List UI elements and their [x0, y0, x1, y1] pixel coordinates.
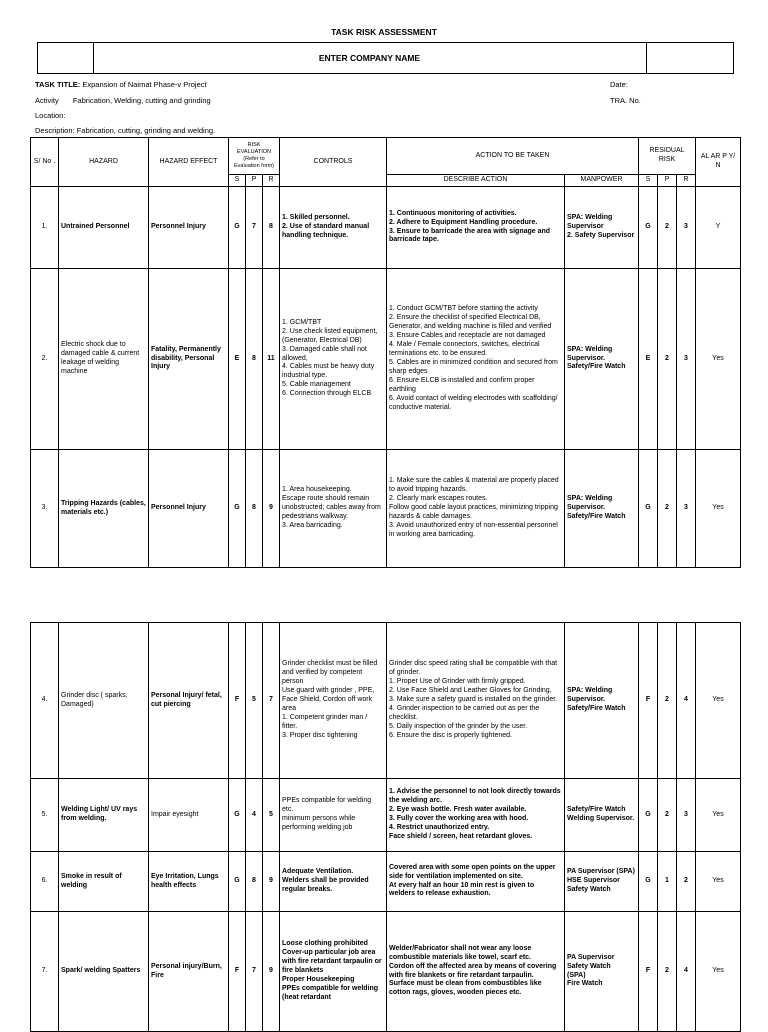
header-s: S — [229, 175, 246, 187]
row-hazard: Smoke in result of welding — [59, 852, 149, 912]
row-residual-severity: G — [639, 852, 658, 912]
table-row — [31, 187, 741, 269]
row-hazard-effect: Fatality, Permanently disability, Personal Injury — [149, 269, 229, 450]
row-controls-line: 2. Use check listed equipment,(Generator, Electrical DB) — [282, 327, 378, 344]
row-sno: 3. — [31, 450, 59, 568]
row-actions-line: 6. Ensure ELCB is installed and confirm proper earthling — [389, 376, 535, 393]
row-risk: 11 — [263, 269, 280, 450]
row-manpower-line: SPA: Welding Supervisor. — [567, 345, 613, 362]
table-row — [31, 912, 741, 1032]
row-actions-line: 3. Ensure to barricade the area with signage and barricade tape. — [389, 227, 551, 244]
header-manpower: MANPOWER — [565, 175, 639, 187]
row-risk: 7 — [263, 623, 280, 779]
row-controls-line: 1. GCM/TBT — [282, 318, 322, 326]
row-residual-risk: 3 — [677, 779, 696, 852]
row-actions-line: 1. Conduct GCM/TBT before starting the activity — [389, 305, 538, 313]
row-manpower-line: HSE Supervisor — [567, 877, 620, 885]
row-actions-line: 1. Proper Use of Grinder with firmly gripped. — [389, 678, 526, 686]
row-hazard-effect: Impair eyesight — [149, 779, 229, 852]
header-controls: CONTROLS — [280, 138, 387, 187]
task-title-line — [35, 80, 207, 89]
row-actions-line: Grinder disc speed rating shall be compatible with that of grinder. — [389, 660, 558, 677]
row-actions-line: At every half an hour 10 min rest is given to welders to release exhaustion. — [389, 881, 535, 898]
row-alarp: Yes — [696, 450, 741, 568]
row-hazard: Grinder disc ( sparks, Damaged) — [59, 623, 149, 779]
row-actions-line: 2. Clearly mark escapes routes. — [389, 495, 488, 503]
row-manpower-line: (SPA) — [567, 971, 586, 979]
row-severity: E — [229, 269, 246, 450]
row-hazard-effect: Personnel Injury — [149, 187, 229, 269]
row-manpower-line: Safety/Fire Watch — [567, 512, 626, 520]
row-severity: G — [229, 450, 246, 568]
row-actions — [387, 623, 565, 779]
document-title: TASK RISK ASSESSMENT — [331, 27, 437, 37]
row-controls — [280, 623, 387, 779]
row-probability: 8 — [246, 852, 263, 912]
row-hazard: Tripping Hazards (cables, materials etc.) — [59, 450, 149, 568]
row-manpower — [565, 187, 639, 269]
row-controls-line: PPEs compatible for welding etc. — [282, 797, 372, 814]
row-controls-line: 6. Connection through ELCB — [282, 390, 372, 398]
row-sno: 7. — [31, 912, 59, 1032]
row-actions-line: Welder/Fabricator shall not wear any loose combustible materials like towel, scarf etc. — [389, 944, 532, 961]
row-actions-line: Face shield / screen, heat retardant gloves. — [389, 832, 533, 840]
row-actions-line: 3. Fully cover the working area with hood. — [389, 815, 529, 822]
row-actions-line: Cordon off the affected area by means of covering with fire blankets or fire retardant tarpaulin. — [389, 962, 557, 979]
row-residual-risk: 3 — [677, 269, 696, 450]
row-residual-probability: 2 — [658, 623, 677, 779]
row-actions-line: 6. Avoid contact of welding electrodes with scaffolding/ conductive material. — [389, 394, 558, 411]
row-controls-line: Welders shall be provided regular breaks. — [282, 877, 369, 893]
row-sno: 2. — [31, 269, 59, 450]
row-controls-line: Cover-up particular job area with fire retardant tarpaulin or fire blankets — [282, 949, 382, 975]
row-severity: G — [229, 187, 246, 269]
row-residual-severity: F — [639, 623, 658, 779]
row-alarp: Yes — [696, 269, 741, 450]
header-describe-action: DESCRIBE ACTION — [387, 175, 565, 187]
row-actions-line: 6. Ensure the disc is properly tightened. — [389, 731, 512, 739]
row-severity: G — [229, 779, 246, 852]
row-actions — [387, 450, 565, 568]
row-probability: 8 — [246, 450, 263, 568]
row-manpower-line: SPA: Welding Supervisor. — [567, 495, 613, 512]
row-hazard-effect: Personnel Injury — [149, 450, 229, 568]
risk-table-page-1 — [30, 137, 741, 568]
row-manpower — [565, 912, 639, 1032]
row-controls — [280, 912, 387, 1032]
row-controls-line: Loose clothing prohibited — [282, 940, 368, 948]
row-actions-line: 4. Restrict unauthorized entry. — [389, 823, 490, 831]
row-controls-line: 4. Cables must be heavy duty industrial type. — [282, 363, 375, 380]
row-manpower-line: Safety/Fire Watch — [567, 806, 626, 814]
row-alarp: Yes — [696, 912, 741, 1032]
row-residual-probability: 2 — [658, 187, 677, 269]
row-residual-risk: 4 — [677, 623, 696, 779]
row-risk: 8 — [263, 187, 280, 269]
row-hazard-effect: Personal injury/Burn, Fire — [149, 912, 229, 1032]
row-manpower-line: Safety Watch — [567, 962, 611, 970]
row-controls-line: 2. Use of standard manual handling technique. — [282, 223, 370, 239]
header-risk-evaluation: RISK EVALUATION (Refer to Evaluation form) — [229, 138, 280, 175]
date-label: Date: — [610, 80, 628, 89]
table-row — [31, 779, 741, 852]
header-action: ACTION TO BE TAKEN — [387, 138, 639, 175]
header-p: P — [246, 175, 263, 187]
row-manpower-line: SPA: Welding Supervisor. — [567, 687, 613, 704]
row-manpower — [565, 450, 639, 568]
row-manpower — [565, 623, 639, 779]
row-hazard: Welding Light/ UV rays from welding. — [59, 779, 149, 852]
row-manpower-line: 2. Safety Supervisor — [567, 231, 635, 239]
header-residual-risk: RESIDUAL RISK — [639, 138, 696, 175]
row-controls-line: minimum persons while performing welding job — [282, 815, 356, 831]
row-controls-line: Escape route should remain unobstructed; cables away from pedestrians walkway. — [282, 495, 381, 520]
row-actions-line: 3. Ensure Cables and receptacle are not damaged — [389, 332, 546, 340]
table-row — [31, 852, 741, 912]
row-manpower-line: Safety Watch — [567, 885, 611, 893]
row-residual-probability: 2 — [658, 450, 677, 568]
row-risk: 9 — [263, 852, 280, 912]
row-controls-line: 1. Area housekeeping. — [282, 486, 352, 494]
row-hazard: Spark/ welding Spatters — [59, 912, 149, 1032]
row-severity: G — [229, 852, 246, 912]
row-probability: 7 — [246, 912, 263, 1032]
location-label: Location: — [35, 111, 66, 120]
table-row — [31, 269, 741, 450]
row-actions-line: 2. Ensure the checklist of specified Electrical DB, Generator, and welding machine is filled and verified — [389, 314, 552, 331]
row-probability: 4 — [246, 779, 263, 852]
table-header-row — [31, 138, 741, 175]
row-actions-line: 2. Adhere to Equipment Handling procedure. — [389, 218, 538, 226]
row-manpower — [565, 779, 639, 852]
row-hazard-effect: Personal Injury/ fetal, cut piercing — [149, 623, 229, 779]
header-r: R — [263, 175, 280, 187]
row-severity: F — [229, 912, 246, 1032]
row-controls — [280, 187, 387, 269]
header-residual-p: P — [658, 175, 677, 187]
table-body-page-2 — [31, 623, 741, 1032]
row-residual-severity: G — [639, 187, 658, 269]
activity-label: Activity — [35, 96, 59, 105]
row-actions-line: 2. Eye wash bottle. Fresh water available. — [389, 806, 527, 814]
row-residual-risk: 3 — [677, 450, 696, 568]
row-actions-line: 2. Use Face Shield and Leather Gloves for Grinding, — [389, 687, 552, 695]
header-residual-r: R — [677, 175, 696, 187]
row-residual-risk: 2 — [677, 852, 696, 912]
activity-value: Fabrication, Welding, cutting and grinding — [72, 96, 211, 105]
risk-table-page-2 — [30, 622, 741, 1032]
row-probability: 8 — [246, 269, 263, 450]
row-actions-line: 3. Avoid unauthorized entry of non-essential personnel in working area barricading. — [389, 521, 558, 538]
row-actions — [387, 187, 565, 269]
header-sno: S/ No . — [31, 138, 59, 187]
row-sno: 1. — [31, 187, 59, 269]
row-controls-line: Grinder checklist must be filled and verified by competent person — [282, 660, 378, 686]
task-title-value: Expansion of Naimat Phase-v Project — [82, 80, 207, 89]
row-actions-line: 3. Make sure a safety guard is installed on the grinder. — [389, 696, 558, 704]
row-controls — [280, 269, 387, 450]
row-controls-line: 3. Damaged cable shall not allowed, — [282, 345, 367, 362]
row-manpower-line: Welding Supervisor. — [567, 815, 635, 822]
row-manpower-line: Safety/Fire Watch — [567, 363, 626, 371]
row-actions-line: 5. Daily inspection of the grinder by the user. — [389, 722, 528, 730]
row-actions-line: 1. Make sure the cables & material are properly placed to avoid tripping hazards. — [389, 477, 559, 494]
row-actions-line: Surface must be clean from combustibles like cotton rags, gloves, wooden pieces etc. — [389, 980, 542, 997]
activity-line — [35, 96, 211, 105]
row-probability: 5 — [246, 623, 263, 779]
row-risk: 9 — [263, 912, 280, 1032]
row-residual-severity: F — [639, 912, 658, 1032]
row-actions — [387, 269, 565, 450]
row-controls-line: 3. Area barricading. — [282, 521, 343, 529]
row-manpower-line: SPA: Welding Supervisor — [567, 214, 613, 231]
row-alarp: Yes — [696, 623, 741, 779]
header-residual-s: S — [639, 175, 658, 187]
row-sno: 4. — [31, 623, 59, 779]
row-actions-line: 4. Grinder inspection to be carried out as per the checklist. — [389, 704, 540, 721]
row-sno: 6. — [31, 852, 59, 912]
row-controls-line: Use guard with grinder , PPE, Face Shield, Cordon off work area — [282, 687, 375, 712]
row-alarp: Yes — [696, 852, 741, 912]
row-controls-line: Proper Housekeeping — [282, 975, 355, 983]
row-controls — [280, 852, 387, 912]
description-line — [35, 126, 215, 135]
row-residual-severity: E — [639, 269, 658, 450]
row-actions-line: 1. Continuous monitoring of activities. — [389, 209, 517, 217]
row-manpower — [565, 269, 639, 450]
company-box-divider — [646, 43, 647, 73]
company-header-box — [37, 42, 734, 74]
row-controls — [280, 450, 387, 568]
header-hazard: HAZARD — [59, 138, 149, 187]
description-label: Description: — [35, 126, 75, 135]
row-controls-line: PPEs compatible for welding (heat retardant — [282, 984, 379, 1001]
row-actions-line: 5. Cables are in minimized condition and secured from sharp edges — [389, 359, 558, 375]
row-controls-line: 1. Competent grinder man / fitter. — [282, 713, 368, 730]
row-manpower-line: PA Supervisor (SPA) — [567, 868, 635, 876]
table-row — [31, 623, 741, 779]
table-body-page-1 — [31, 187, 741, 568]
row-hazard-effect: Eye Irritation, Lungs health effects — [149, 852, 229, 912]
row-alarp: Yes — [696, 779, 741, 852]
row-residual-risk: 4 — [677, 912, 696, 1032]
task-title-label: TASK TITLE: — [35, 80, 81, 89]
row-residual-probability: 1 — [658, 852, 677, 912]
row-manpower-line: Safety/Fire Watch — [567, 704, 626, 712]
row-manpower — [565, 852, 639, 912]
row-controls-line: 5. Cable management — [282, 381, 351, 389]
row-risk: 9 — [263, 450, 280, 568]
row-manpower-line: Fire Watch — [567, 980, 603, 988]
row-hazard: Electric shock due to damaged cable & current leakage of welding machine — [59, 269, 149, 450]
row-controls — [280, 779, 387, 852]
row-actions-line: 4. Male / Female connectors, switches, electrical terminations etc. to be ensured. — [389, 341, 540, 358]
description-value: Fabrication, cutting, grinding and welding. — [76, 126, 216, 135]
table-row — [31, 450, 741, 568]
row-residual-risk: 3 — [677, 187, 696, 269]
row-controls-line: 1. Skilled personnel. — [282, 214, 350, 222]
company-name[interactable]: ENTER COMPANY NAME — [318, 53, 421, 63]
tra-number-label: TRA. No. — [610, 96, 641, 105]
row-residual-probability: 2 — [658, 269, 677, 450]
row-sno: 5. — [31, 779, 59, 852]
row-actions-line: Covered area with some open points on the upper side for ventilation implemented on site. — [389, 863, 556, 880]
header-hazard-effect: HAZARD EFFECT — [149, 138, 229, 187]
row-hazard: Untrained Personnel — [59, 187, 149, 269]
row-actions — [387, 779, 565, 852]
row-actions-line: 1. Advise the personnel to not look directly towards the welding arc. — [389, 788, 561, 805]
row-probability: 7 — [246, 187, 263, 269]
row-controls-line: Adequate Ventilation. — [282, 868, 354, 876]
row-controls-line: 3. Proper disc tightening — [282, 731, 358, 739]
row-actions — [387, 852, 565, 912]
header-alarp: AL AR P Y/ N — [696, 138, 741, 187]
row-residual-probability: 2 — [658, 779, 677, 852]
row-residual-probability: 2 — [658, 912, 677, 1032]
row-severity: F — [229, 623, 246, 779]
row-alarp: Y — [696, 187, 741, 269]
row-risk: 5 — [263, 779, 280, 852]
row-actions-line: Follow good cable layout practices, minimizing tripping hazards & cable damages. — [389, 504, 558, 520]
row-manpower-line: PA Supervisor — [567, 953, 615, 961]
row-actions — [387, 912, 565, 1032]
row-residual-severity: G — [639, 779, 658, 852]
row-residual-severity: G — [639, 450, 658, 568]
